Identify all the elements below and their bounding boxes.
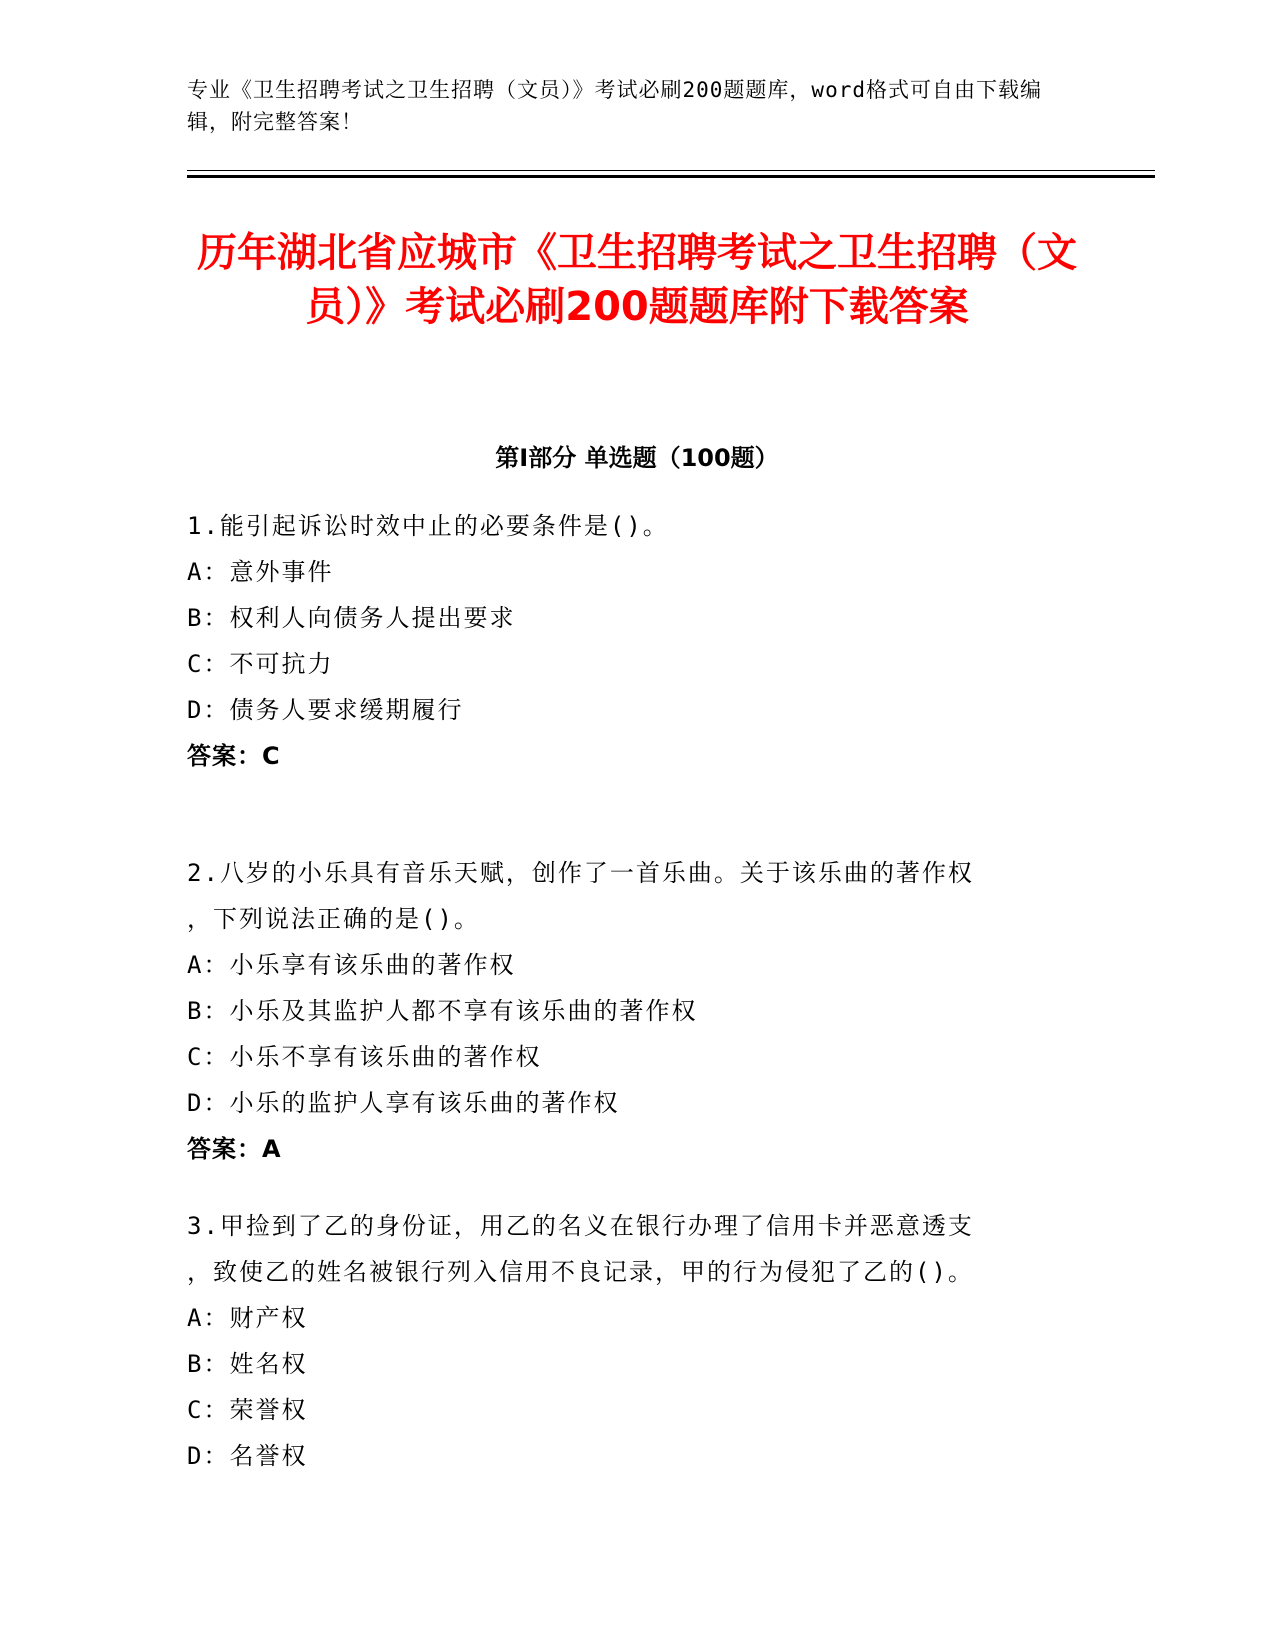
option-d: D：债务人要求缓期履行 — [187, 696, 464, 724]
option-a: A：意外事件 — [187, 558, 334, 586]
question-block — [187, 503, 1067, 779]
header-note: 专业《卫生招聘考试之卫生招聘（文员）》考试必刷200题题库，word格式可自由下载编辑，附完整答案！ — [187, 78, 1042, 134]
option-c: C：荣誉权 — [187, 1396, 308, 1424]
header-divider-thin — [187, 170, 1155, 171]
option-d: D：小乐的监护人享有该乐曲的著作权 — [187, 1089, 620, 1117]
question-stem: 2.八岁的小乐具有音乐天赋，创作了一首乐曲。关于该乐曲的著作权 — [187, 859, 974, 887]
option-a: A：小乐享有该乐曲的著作权 — [187, 951, 516, 979]
question-stem: 3.甲捡到了乙的身份证，用乙的名义在银行办理了信用卡并恶意透支 — [187, 1212, 974, 1240]
header-divider-thick — [187, 175, 1155, 178]
question-stem-continued: ，致使乙的姓名被银行列入信用不良记录，甲的行为侵犯了乙的()。 — [187, 1258, 974, 1286]
question-stem-continued: ，下列说法正确的是()。 — [187, 905, 480, 933]
answer-line: 答案：C — [187, 742, 281, 770]
document-title: 历年湖北省应城市《卫生招聘考试之卫生招聘（文员）》考试必刷200题题库附下载答案 — [197, 230, 1077, 330]
option-d: D：名誉权 — [187, 1442, 308, 1470]
option-c: C：不可抗力 — [187, 650, 334, 678]
option-b: B：姓名权 — [187, 1350, 308, 1378]
section-heading: 第Ⅰ部分 单选题（100题） — [495, 444, 779, 472]
option-c: C：小乐不享有该乐曲的著作权 — [187, 1043, 542, 1071]
option-b: B：小乐及其监护人都不享有该乐曲的著作权 — [187, 997, 698, 1025]
option-a: A：财产权 — [187, 1304, 308, 1332]
option-b: B：权利人向债务人提出要求 — [187, 604, 516, 632]
question-stem: 1.能引起诉讼时效中止的必要条件是()。 — [187, 512, 669, 540]
question-block — [187, 1203, 1067, 1479]
question-block — [187, 850, 1067, 1172]
answer-line: 答案：A — [187, 1135, 282, 1163]
